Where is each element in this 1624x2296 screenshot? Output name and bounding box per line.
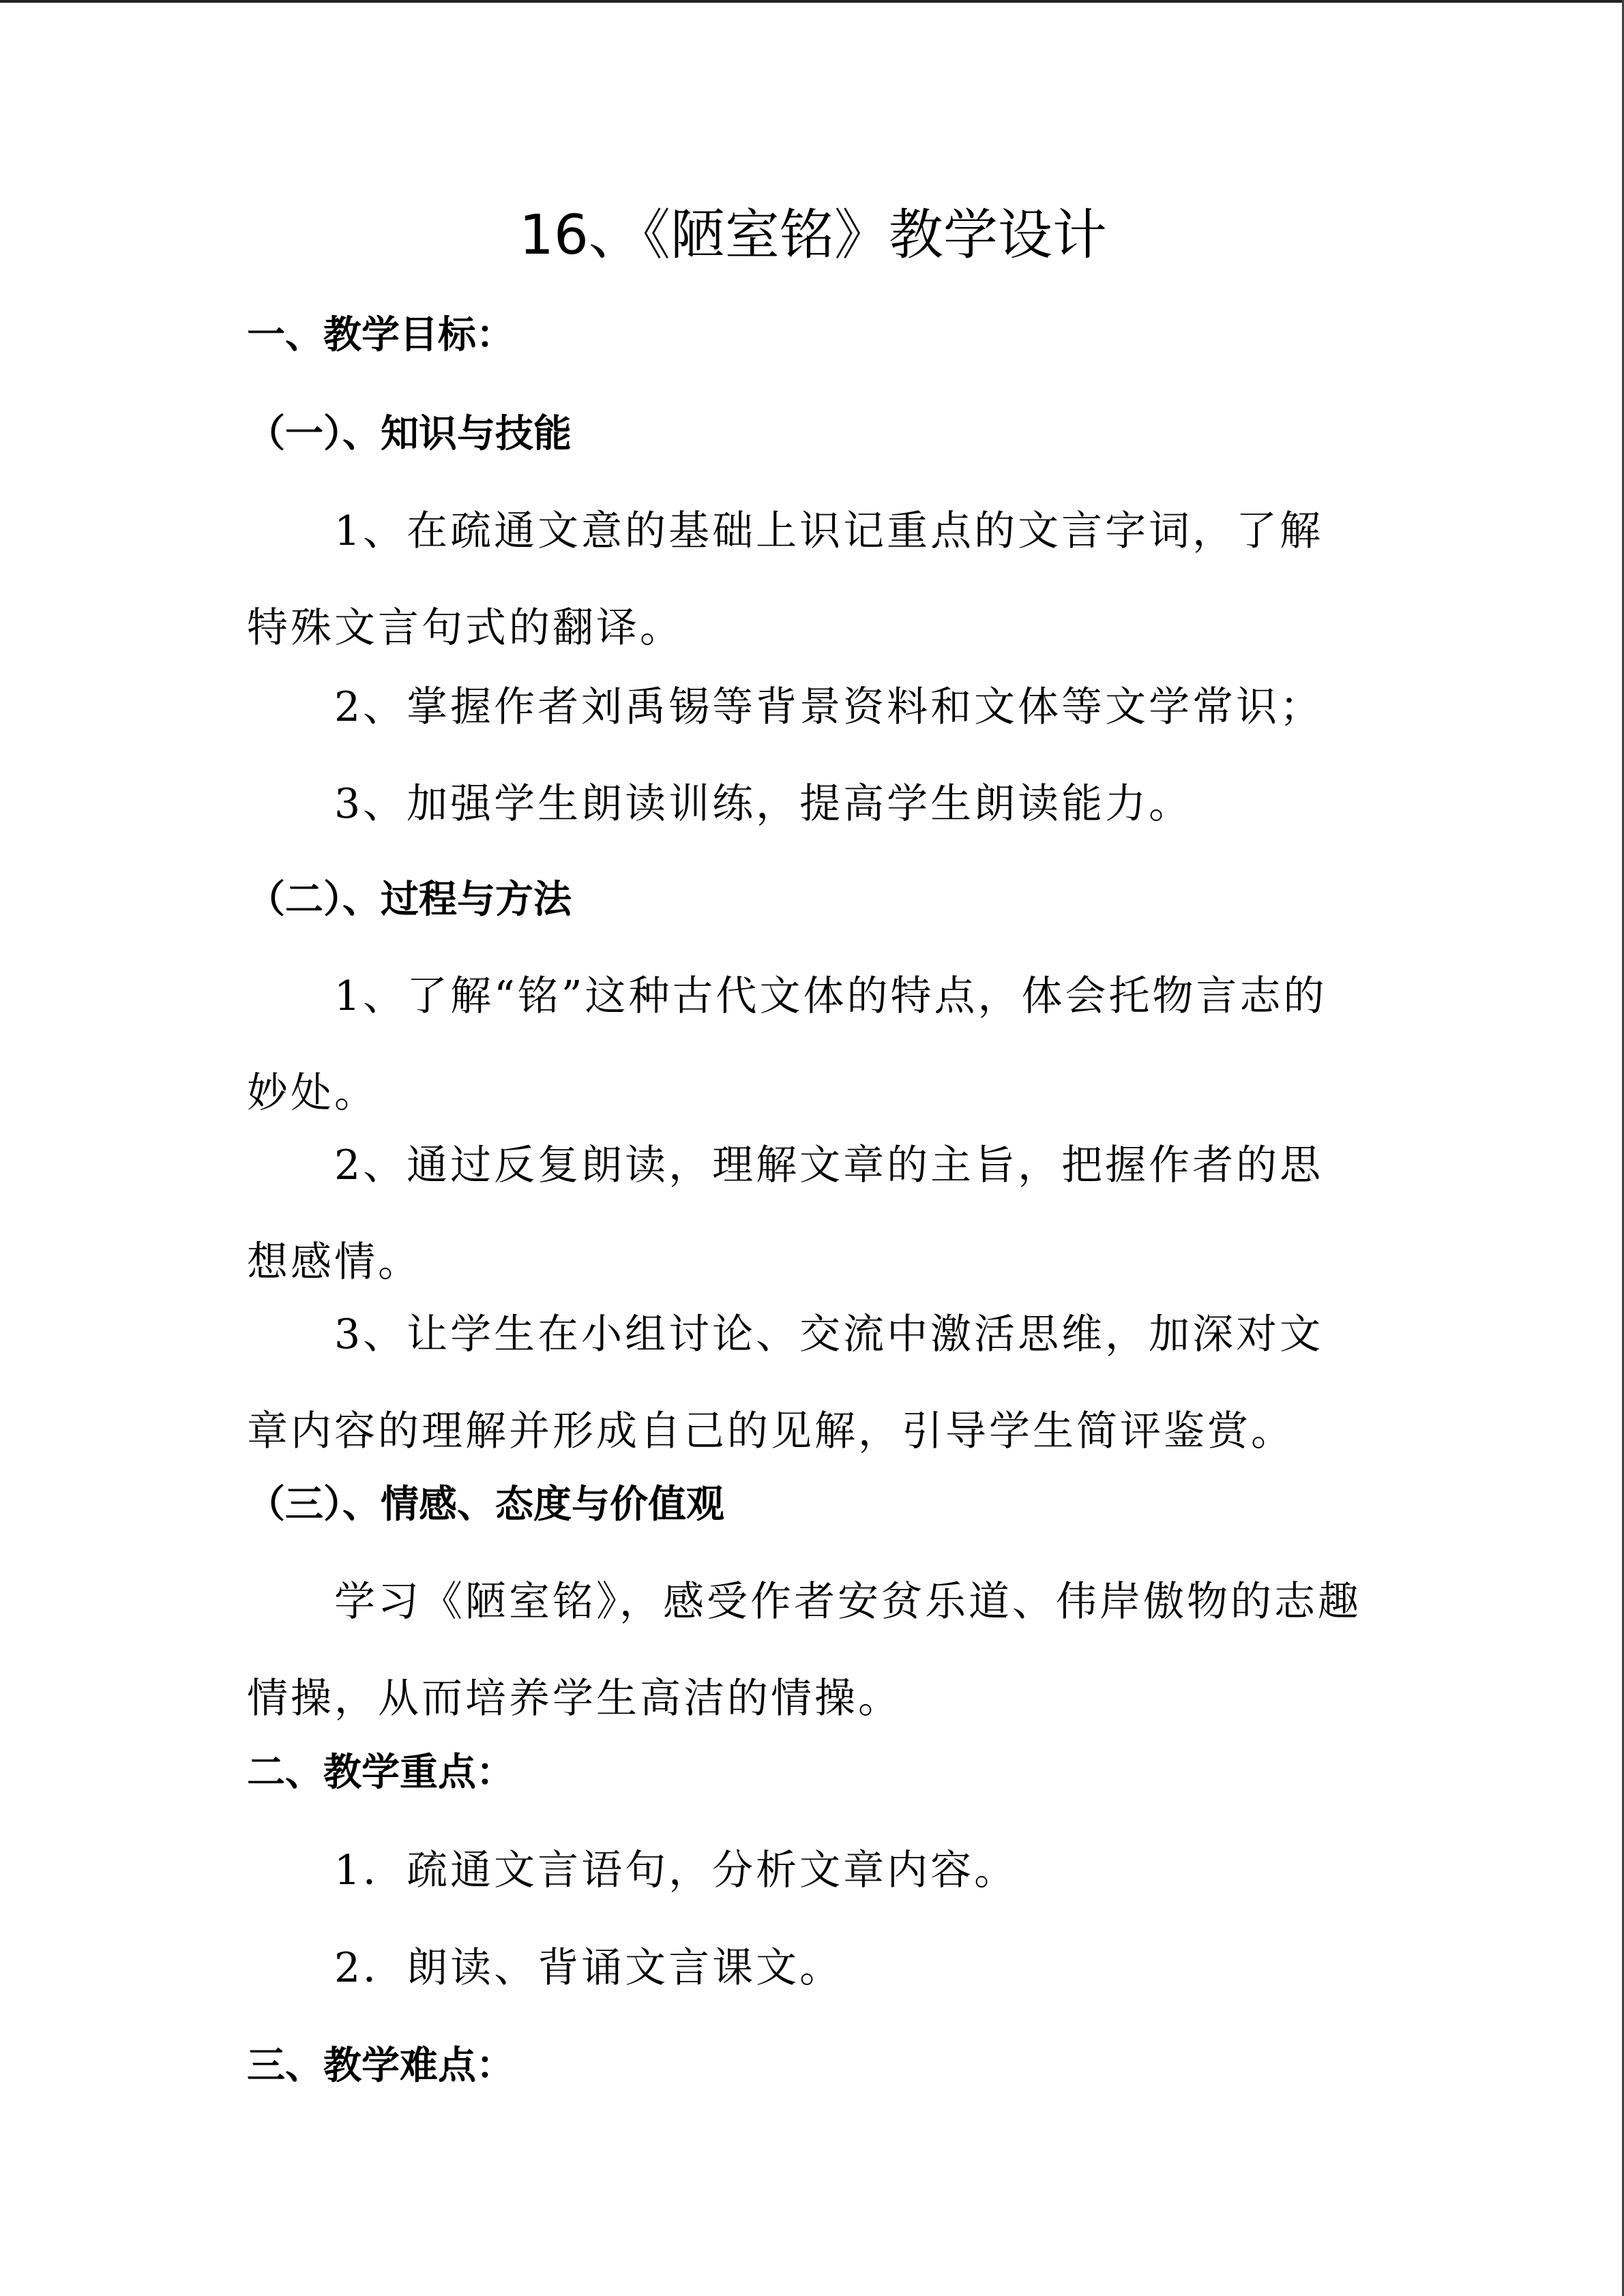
list-item: 1、了解“铭”这种古代文体的特点，体会托物言志的妙处。 bbox=[247, 972, 1327, 1117]
list-item: 学习《陋室铭》，感受作者安贫乐道、伟岸傲物的志趣情操，从而培养学生高洁的情操。 bbox=[247, 1578, 1361, 1723]
section-heading-teaching-focus: 二、教学重点： bbox=[247, 1750, 514, 1795]
list-item: 2、通过反复朗读，理解文章的主旨，把握作者的思想感情。 bbox=[247, 1142, 1324, 1286]
list-item: 3、让学生在小组讨论、交流中激活思维，加深对文章内容的理解并形成自己的见解，引导学生简评鉴赏。 bbox=[247, 1311, 1324, 1455]
list-item: 2、掌握作者刘禹锡等背景资料和文体等文学常识； bbox=[334, 683, 1324, 731]
list-item: 3、加强学生朗读训练，提高学生朗读能力。 bbox=[334, 780, 1193, 828]
list-item: 1、在疏通文意的基础上识记重点的文言字词，了解特殊文言句式的翻译。 bbox=[247, 507, 1324, 652]
section-heading-teaching-goals: 一、教学目标： bbox=[247, 313, 514, 357]
list-item: 2．朗读、背诵文言课文。 bbox=[334, 1944, 844, 1992]
section-heading-teaching-difficulty: 三、教学难点： bbox=[247, 2044, 514, 2088]
page-border-top bbox=[0, 0, 1624, 3]
subsection-heading-process-method: （二）、过程与方法 bbox=[247, 878, 572, 922]
list-item: 1．疏通文言语句，分析文章内容。 bbox=[334, 1847, 1018, 1894]
subsection-heading-knowledge-skills: （一）、知识与技能 bbox=[247, 412, 572, 456]
subsection-heading-emotion-attitude-values: （三）、情感、态度与价值观 bbox=[247, 1482, 724, 1527]
document-title: 16、《陋室铭》教学设计 bbox=[519, 203, 1107, 267]
